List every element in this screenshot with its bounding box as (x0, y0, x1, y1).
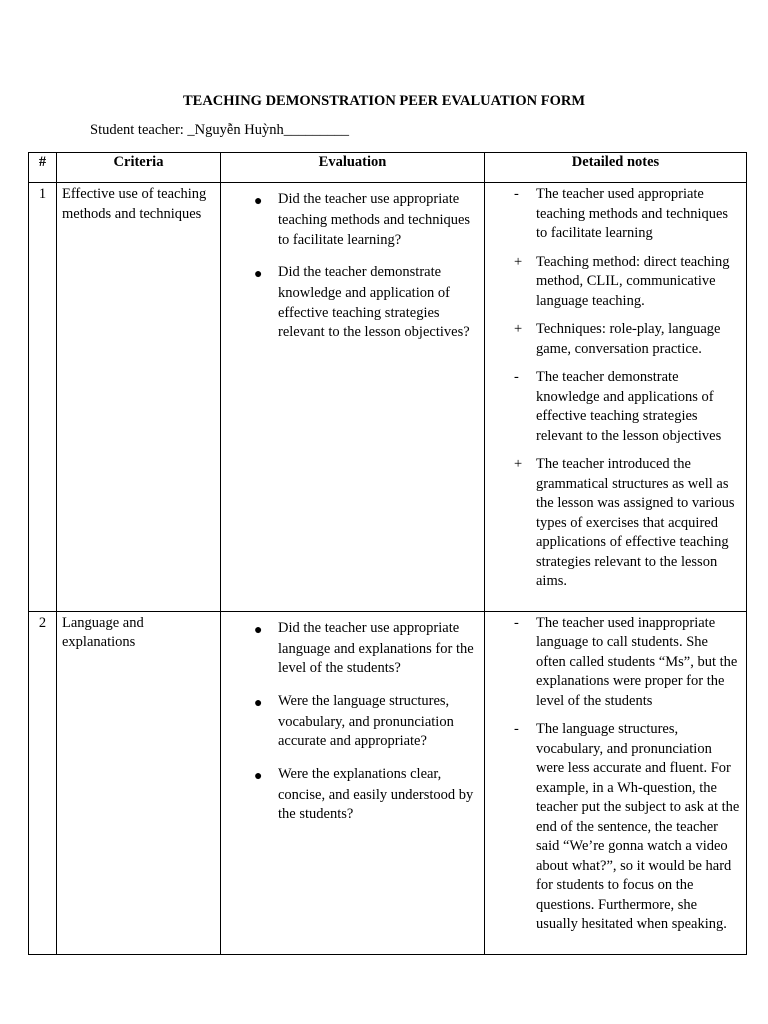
header-evaluation: Evaluation (221, 153, 485, 183)
question-first-line: Did the teacher use appropriate (278, 191, 460, 207)
note-item (512, 253, 741, 312)
evaluation-cell (221, 183, 485, 612)
bullet-icon: ● (254, 695, 263, 711)
row-number: 2 (29, 611, 57, 954)
notes-cell (485, 183, 747, 612)
table-row (29, 183, 747, 612)
criteria-cell: Language and explanations (57, 611, 221, 954)
evaluation-table (28, 152, 747, 955)
question-first-line: Did the teacher use appropriate (278, 619, 460, 636)
note-text: The language structures, vocabulary, and pronunciation were less accurate and fluent. For example, in a Wh-question, the teacher put the subject to ask at the end of the sentence, the teacher said “We’re gonna watch a video about what?”, so it would be hard for students to focus on the questions. Furthermore, she usually hesitated when speaking. (536, 721, 740, 932)
question-first-line: Were the language structures, (278, 692, 450, 709)
criteria-cell: Effective use of teaching methods and techniques (57, 183, 221, 612)
note-item (512, 320, 741, 359)
table-row (29, 611, 747, 954)
note-marker: + (514, 321, 523, 337)
question-rest: concise, and easily understood by the students? (278, 786, 474, 822)
header-detailed-notes: Detailed notes (485, 153, 747, 183)
header-row (29, 153, 747, 183)
note-marker: - (514, 186, 519, 202)
note-item (512, 720, 741, 935)
question-rest: knowledge and application of effective teaching strategies relevant to the lesson objectives? (278, 285, 470, 340)
bullet-icon: ● (254, 194, 263, 209)
note-marker: + (514, 456, 523, 472)
note-text: The teacher used appropriate teaching methods and techniques to facilitate learning (536, 186, 729, 241)
evaluation-question (254, 617, 479, 679)
evaluation-question (254, 188, 479, 250)
note-text: The teacher used inappropriate language to call students. She often called students “Ms”, but the explanations were proper for the level of the students (536, 614, 738, 709)
evaluation-question (254, 261, 479, 343)
note-marker: - (514, 721, 519, 737)
student-teacher-line: Student teacher: _Nguyễn Huỳnh_________ (90, 122, 349, 138)
evaluation-question (254, 763, 479, 825)
question-first-line: Did the teacher demonstrate (278, 264, 442, 280)
question-rest: vocabulary, and pronunciation accurate and appropriate? (278, 713, 454, 749)
evaluation-question (254, 690, 479, 752)
bullet-icon: ● (254, 267, 263, 282)
note-marker: + (514, 253, 523, 270)
bullet-icon: ● (254, 768, 263, 784)
note-marker: - (514, 369, 519, 385)
note-item (512, 185, 741, 244)
note-text: Teaching method: direct teaching method, CLIL, communicative language teaching. (536, 253, 730, 309)
bullet-icon: ● (254, 622, 263, 638)
header-criteria: Criteria (57, 153, 221, 183)
question-rest: language and explanations for the level of the students? (278, 640, 474, 676)
note-item (512, 368, 741, 446)
note-item (512, 455, 741, 592)
note-item (512, 614, 741, 712)
evaluation-cell (221, 611, 485, 954)
form-title: TEACHING DEMONSTRATION PEER EVALUATION FORM (182, 93, 585, 109)
note-marker: - (514, 614, 519, 631)
note-text: The teacher introduced the grammatical structures as well as the lesson was assigned to various types of exercises that acquired applications of effective teaching strategies relevant to the lesson aims. (536, 456, 735, 589)
header-number: # (29, 153, 57, 183)
question-first-line: Were the explanations clear, (278, 765, 442, 782)
notes-cell (485, 611, 747, 954)
question-rest: teaching methods and techniques to facilitate learning? (278, 212, 471, 248)
note-text: Techniques: role-play, language game, conversation practice. (536, 321, 721, 357)
row-number: 1 (29, 183, 57, 612)
note-text: The teacher demonstrate knowledge and applications of effective teaching strategies relevant to the lesson objectives (536, 369, 722, 444)
